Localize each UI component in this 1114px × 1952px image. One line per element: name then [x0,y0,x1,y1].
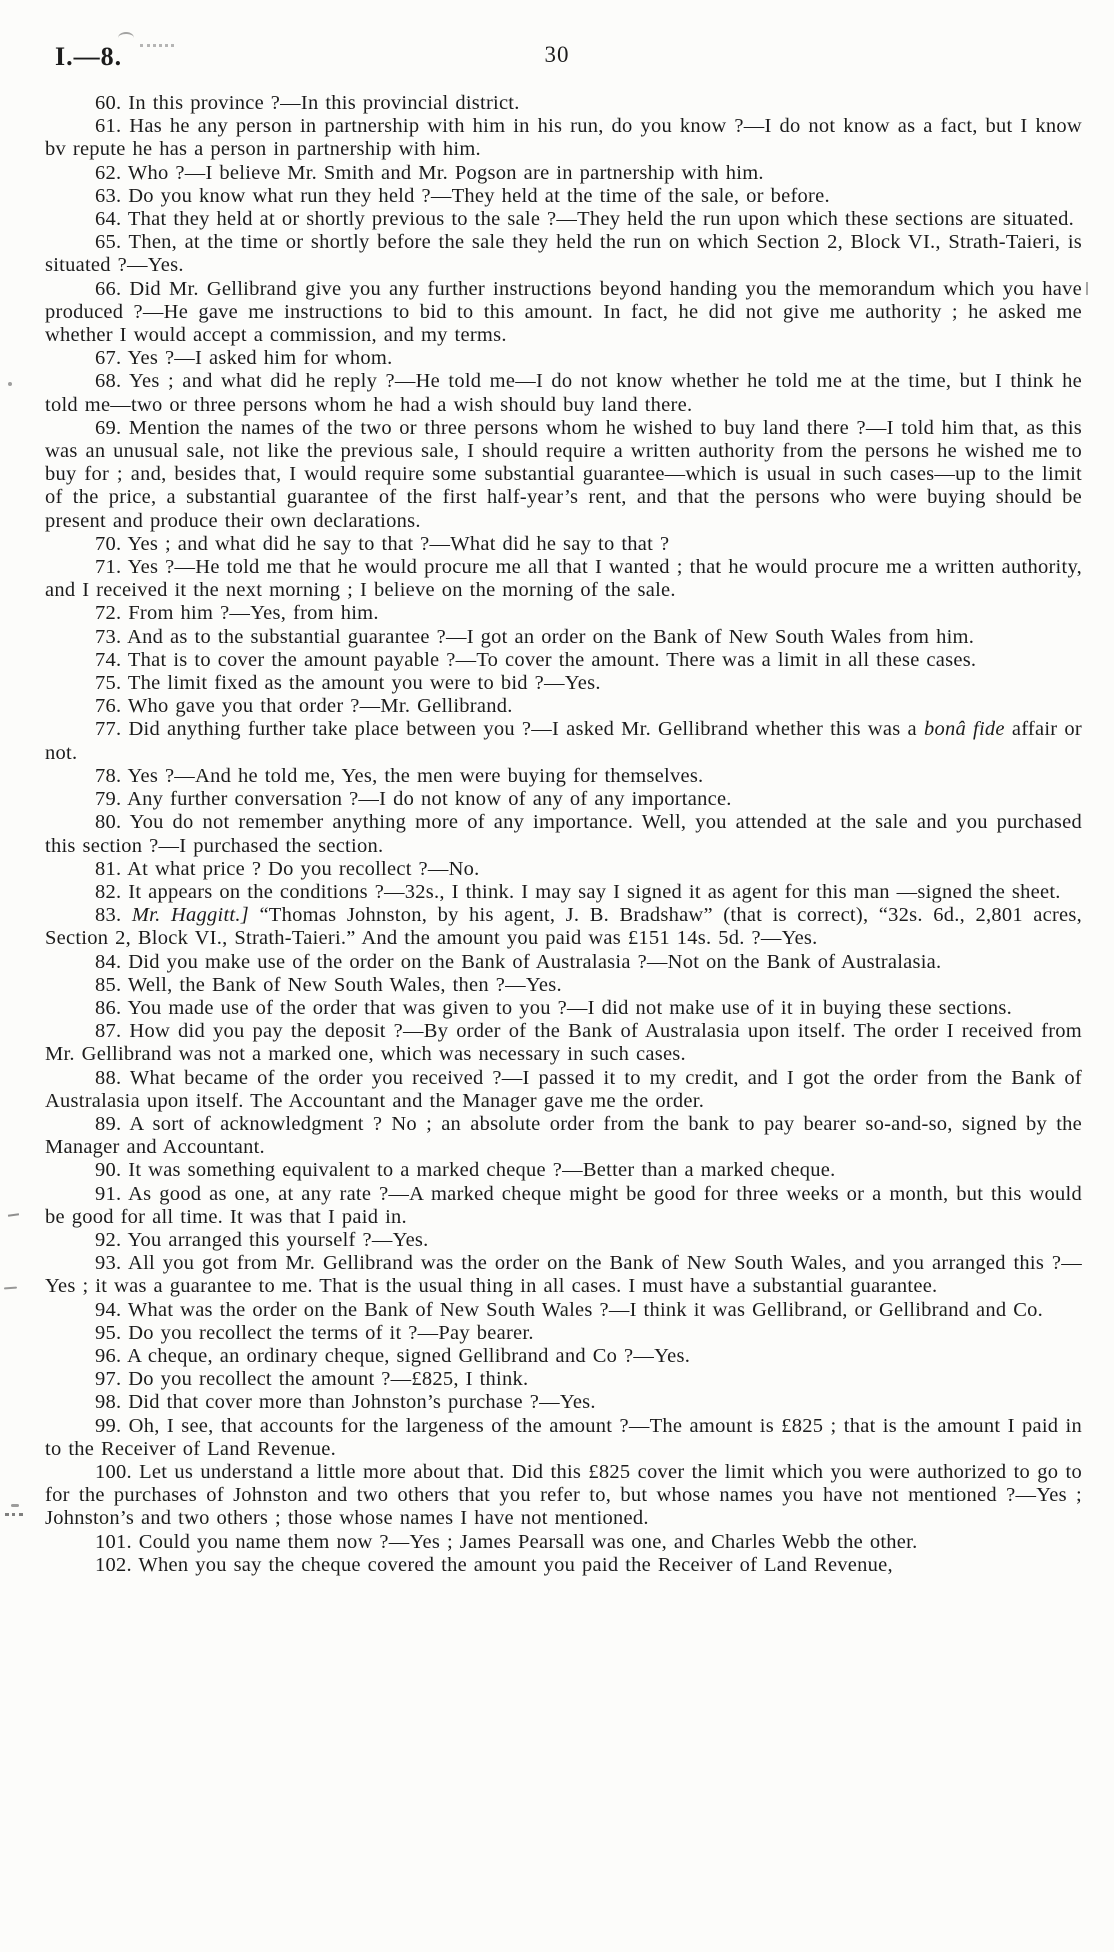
qa-paragraph [45,1415,1082,1461]
qa-paragraph [45,997,1082,1020]
qa-text: 63. Do you know what run they held ?—They held at the time of the sale, or before. [95,184,830,207]
qa-text: 100. Let us understand a little more about that. Did this £825 cover the limit which you were authorized to go to for the purchases of Johnston and two others that you refer to, but whose names you have not mentioned ?—Yes ; Johnston’s and two others ; those whose names I have not mentioned. [45,1460,1082,1530]
qa-paragraph [45,788,1082,811]
qa-paragraph [45,1391,1082,1414]
qa-text: 90. It was something equivalent to a marked cheque ?—Better than a marked cheque. [95,1159,836,1182]
qa-paragraph [45,162,1082,185]
qa-paragraph [45,115,1082,161]
qa-paragraph [45,208,1082,231]
qa-text: 81. At what price ? Do you recollect ?—No. [95,857,480,880]
qa-text: 71. Yes ?—He told me that he would procure me all that I wanted ; that he would procure me a written authority, and I received it the next morning ; I believe on the morning of the sale. [45,556,1082,602]
qa-paragraph [45,370,1082,416]
qa-paragraph [45,974,1082,997]
qa-italic-text: bonâ fide [923,718,1005,741]
qa-paragraph [45,811,1082,857]
page-number: 30 [544,42,570,67]
qa-italic-text: Mr. Haggitt.] [131,904,249,927]
qa-paragraph [45,1368,1082,1391]
qa-paragraph [45,1113,1082,1159]
qa-text: 102. When you say the cheque covered the amount you paid the Receiver of Land Revenue, [95,1553,893,1576]
qa-text: 70. Yes ; and what did he say to that ?—What did he say to that ? [95,532,670,555]
qa-paragraph [45,1554,1082,1577]
qa-paragraph [45,904,1082,950]
qa-paragraph [45,649,1082,672]
qa-text: 97. Do you recollect the amount ?—£825, I think. [95,1368,529,1391]
qa-paragraph [45,672,1082,695]
qa-text: “Thomas Johnston, by his agent, J. B. Bradshaw” (that is correct), “32s. 6d., 2,801 acres, Section 2, Block VI., Strath-Taieri.” And the amount you paid was £151 14s. 5d. ?—Yes. [45,904,1083,950]
qa-paragraph [45,695,1082,718]
qa-paragraph [45,92,1082,115]
qa-paragraph [45,231,1082,277]
qa-paragraph [45,602,1082,625]
qa-text: 98. Did that cover more than Johnston’s purchase ?—Yes. [95,1391,596,1414]
qa-text: 95. Do you recollect the terms of it ?—Pay bearer. [95,1321,534,1344]
qa-paragraph [45,556,1082,602]
qa-text: 74. That is to cover the amount payable ?—To cover the amount. There was a limit in all these cases. [95,648,977,671]
qa-text: 84. Did you make use of the order on the Bank of Australasia ?—Not on the Bank of Australasia. [95,950,942,973]
qa-paragraph [45,858,1082,881]
qa-paragraph [45,417,1082,533]
qa-text: 86. You made use of the order that was given to you ?—I did not make use of it in buying these sections. [95,996,1013,1019]
qa-text: 69. Mention the names of the two or three persons whom he wished to buy land there ?—I told him that, as this was an unusual sale, not like the previous sale, I should require a written authority from the persons he wished me to buy for ; and, besides that, I would require some substantial guarantee—which is usual in such cases—up to the limit of the price, a substantial guarantee of the first half-year’s rent, and that the persons who were buying should be present and produce their own declarations. [45,416,1082,532]
qa-text: affair or not. [45,718,1082,764]
scan-artifact [1086,282,1088,295]
qa-text: 60. In this province ?—In this provincial district. [95,92,520,114]
qa-text: 77. Did anything further take place between you ?—I asked Mr. Gellibrand whether this was a [95,718,924,741]
qa-paragraph [45,1159,1082,1182]
qa-text: 80. You do not remember anything more of any importance. Well, you attended at the sale and you purchased this section ?—I purchased the section. [45,811,1082,857]
qa-text: 88. What became of the order you received ?—I passed it to my credit, and I got the order from the Bank of Australasia upon itself. The Accountant and the Manager gave me the order. [45,1066,1082,1112]
qa-paragraph [45,1252,1082,1298]
qa-text: 66. Did Mr. Gellibrand give you any further instructions beyond handing you the memorandum which you have produced ?—He gave me instructions to bid to this amount. In fact, he did not give me authority ; he asked me whether I would accept a commission, and my terms. [45,277,1082,347]
qa-paragraph [45,533,1082,556]
qa-paragraph [45,765,1082,788]
qa-text: 87. How did you pay the deposit ?—By order of the Bank of Australasia upon itself. The order I received from Mr. Gellibrand was not a marked one, which was necessary in such cases. [45,1020,1082,1066]
qa-text: 64. That they held at or shortly previous to the sale ?—They held the run upon which these sections are situated. [95,208,1074,231]
qa-text: 62. Who ?—I believe Mr. Smith and Mr. Pogson are in partnership with him. [95,161,764,184]
transcript [45,92,1082,1577]
qa-text: 73. And as to the substantial guarantee ?—I got an order on the Bank of New South Wales from him. [95,625,975,648]
page-header [0,40,1114,80]
qa-text: 65. Then, at the time or shortly before the sale they held the run on which Section 2, Block VI., Strath-Taieri, is situated ?—Yes. [45,231,1082,277]
qa-text: 83. [95,904,132,927]
qa-text: 96. A cheque, an ordinary cheque, signed Gellibrand and Co ?—Yes. [95,1344,691,1367]
qa-paragraph [45,1322,1082,1345]
qa-text: 72. From him ?—Yes, from him. [95,602,379,625]
qa-paragraph [45,1229,1082,1252]
qa-paragraph [45,718,1082,764]
scan-artifact [5,1504,23,1516]
qa-text: 85. Well, the Bank of New South Wales, then ?—Yes. [95,973,562,996]
qa-text: 94. What was the order on the Bank of New South Wales ?—I think it was Gellibrand, or Gellibrand and Co. [95,1298,1044,1321]
qa-text: 93. All you got from Mr. Gellibrand was the order on the Bank of New South Wales, and you arranged this ?—Yes ; it was a guarantee to me. That is the usual thing in all cases. I must have a substantial guarantee. [45,1252,1082,1298]
qa-text: 89. A sort of acknowledgment ? No ; an absolute order from the bank to pay bearer so-and-so, signed by the Manager and Accountant. [45,1112,1082,1159]
qa-text: 82. It appears on the conditions ?—32s., I think. I may say I signed it as agent for this man —signed the sheet. [95,880,1061,903]
qa-paragraph [45,1345,1082,1368]
report-code: I.—8. [55,42,123,71]
qa-text: 92. You arranged this yourself ?—Yes. [95,1228,429,1251]
qa-text: 101. Could you name them now ?—Yes ; James Pearsall was one, and Charles Webb the other. [95,1530,918,1553]
qa-paragraph [45,1020,1082,1066]
qa-text: 99. Oh, I see, that accounts for the largeness of the amount ?—The amount is £825 ; that is the amount I paid in to the Receiver of Land Revenue. [45,1414,1082,1460]
qa-paragraph [45,1299,1082,1322]
scan-artifact [4,1287,17,1290]
qa-paragraph [45,951,1082,974]
qa-paragraph [45,185,1082,208]
qa-paragraph [45,1461,1082,1531]
qa-text: 61. Has he any person in partnership with him in his run, do you know ?—I do not know as a fact, but I know bv repute he has a person in partnership with him. [45,115,1082,161]
qa-paragraph [45,1067,1082,1113]
qa-paragraph [45,881,1082,904]
qa-text: 68. Yes ; and what did he reply ?—He told me—I do not know whether he told me at the time, but I think he told me—two or three persons whom he had a wish should buy land there. [45,370,1082,416]
qa-text: 67. Yes ?—I asked him for whom. [95,347,393,370]
scan-artifact [8,382,12,386]
qa-paragraph [45,1531,1082,1554]
qa-paragraph [45,1183,1082,1229]
qa-text: 91. As good as one, at any rate ?—A marked cheque might be good for three weeks or a month, but this would be good for all time. It was that I paid in. [45,1182,1082,1228]
qa-text: 75. The limit fixed as the amount you were to bid ?—Yes. [95,672,601,695]
qa-text: 79. Any further conversation ?—I do not know of any of any importance. [95,788,732,811]
scan-artifact [8,1213,19,1217]
qa-paragraph [45,347,1082,370]
qa-text: 76. Who gave you that order ?—Mr. Gellibrand. [95,695,513,718]
qa-paragraph [45,278,1082,348]
qa-paragraph [45,626,1082,649]
qa-text: 78. Yes ?—And he told me, Yes, the men were buying for themselves. [95,764,704,787]
